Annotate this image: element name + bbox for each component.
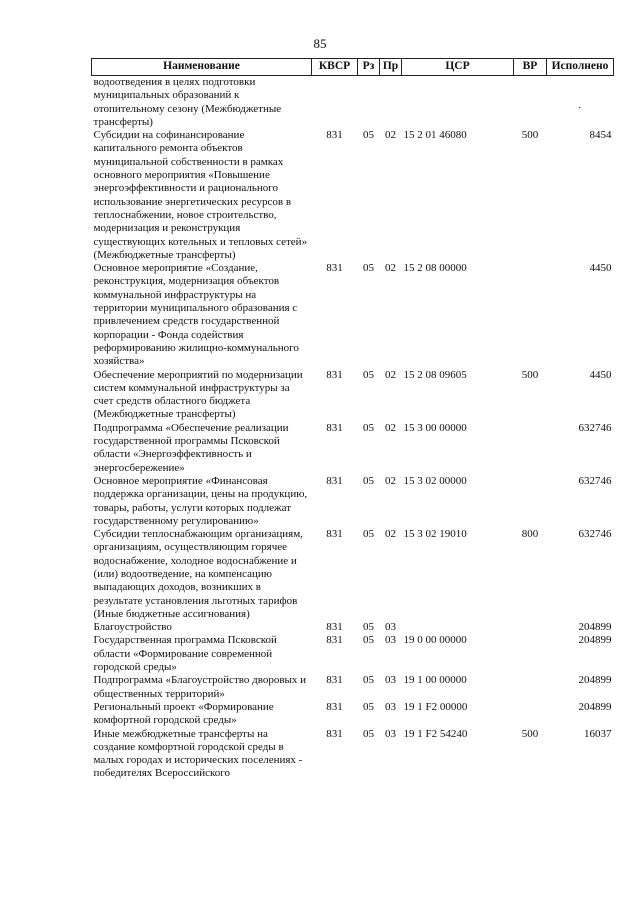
row-name: Субсидии на софинансирование капитального ремонта объектов муниципальной собственности в рамках основного мероприятия «Повышение энергоэффективности и рационального использование энергетических ресурсов в теплоснабжении, новое строительство, модернизация и реконструкция существующих котельных и тепловых сетей» (Межбюджетные трансферты) <box>93 129 308 261</box>
row-rz: 05 <box>363 129 374 142</box>
row-name: Основное мероприятие «Финансовая поддержка организации, цены на продукцию, товары, работы, услуги которых подлежат государственному регулированию» <box>93 474 308 527</box>
row-pr: 02 <box>385 421 396 434</box>
row-rz: 05 <box>363 528 374 541</box>
table-row <box>92 728 614 781</box>
row-done: 632746 <box>578 474 612 487</box>
row-pr: 02 <box>385 474 396 487</box>
table-row <box>92 701 614 728</box>
row-rz: 05 <box>363 421 374 434</box>
row-csr: 15 3 00 00000 <box>403 421 467 434</box>
row-vr: 800 <box>521 528 539 541</box>
row-kvsr: 831 <box>326 262 343 275</box>
table-row <box>92 262 614 368</box>
row-csr <box>402 76 514 130</box>
row-kvsr: 831 <box>326 528 343 541</box>
row-name: Региональный проект «Формирование комфортной городской среды» <box>93 700 274 727</box>
row-rz: 05 <box>363 368 374 381</box>
table-row <box>92 76 614 130</box>
row-done: 16037 <box>584 727 612 740</box>
row-name: Обеспечение мероприятий по модернизации систем коммунальной инфраструктуры за счет средств областного бюджета (Межбюджетные трансферты) <box>93 368 303 421</box>
row-rz: 05 <box>363 634 374 647</box>
row-csr: 19 1 F2 54240 <box>403 727 468 740</box>
row-kvsr: 831 <box>326 674 343 687</box>
row-pr <box>380 76 402 130</box>
row-kvsr <box>312 76 358 130</box>
row-vr <box>514 262 547 368</box>
row-done: 204899 <box>578 634 612 647</box>
table-row <box>92 634 614 674</box>
row-name: Государственная программа Псковской области «Формирование современной городской среды» <box>93 634 277 674</box>
table-row <box>92 674 614 701</box>
row-rz: 05 <box>363 700 374 713</box>
row-kvsr: 831 <box>326 634 343 647</box>
row-pr: 03 <box>385 674 396 687</box>
row-csr: 19 1 F2 00000 <box>403 700 468 713</box>
table-header-row <box>92 59 614 76</box>
row-kvsr: 831 <box>326 129 343 142</box>
header-rz: Рз <box>358 59 380 76</box>
row-vr <box>514 621 547 634</box>
row-pr: 03 <box>385 700 396 713</box>
row-done: 632746 <box>578 421 612 434</box>
row-done: 8454 <box>589 129 612 142</box>
row-csr: 15 2 08 00000 <box>403 262 467 275</box>
row-name: водоотведения в целях подготовки муниципальных образований к отопительному сезону (Межбюджетные трансферты) <box>93 76 282 128</box>
row-csr: 15 2 08 09605 <box>403 368 467 381</box>
row-kvsr: 831 <box>326 421 343 434</box>
header-done: Исполнено <box>547 59 614 76</box>
row-rz: 05 <box>363 674 374 687</box>
table-row <box>92 422 614 475</box>
row-pr: 03 <box>385 634 396 647</box>
row-done: 204899 <box>578 674 612 687</box>
row-kvsr: 831 <box>326 700 343 713</box>
row-name: Подпрограмма «Обеспечение реализации государственной программы Псковской области «Энергоэффективность и энергосбережение» <box>93 421 289 474</box>
row-csr <box>402 621 514 634</box>
row-csr: 15 2 01 46080 <box>403 129 467 142</box>
row-rz: 05 <box>363 262 374 275</box>
row-vr: 500 <box>521 727 539 740</box>
row-name: Подпрограмма «Благоустройство дворовых и общественных территорий» <box>93 674 307 700</box>
row-done: 632746 <box>578 528 612 541</box>
row-done: 204899 <box>578 621 612 634</box>
row-pr: 03 <box>385 727 396 740</box>
row-csr: 15 3 02 00000 <box>403 474 467 487</box>
row-rz <box>358 76 380 130</box>
stray-mark: · <box>577 102 582 114</box>
row-done <box>547 76 614 130</box>
row-name: Благоустройство <box>93 621 172 634</box>
row-vr <box>514 422 547 475</box>
table-row <box>92 475 614 528</box>
row-vr <box>514 674 547 701</box>
header-csr: ЦСР <box>402 59 514 76</box>
row-rz: 05 <box>363 474 374 487</box>
row-pr: 02 <box>385 368 396 381</box>
table-row <box>92 369 614 422</box>
budget-table <box>91 58 614 781</box>
page-number: 85 <box>313 36 327 51</box>
row-pr: 02 <box>385 262 396 275</box>
row-name: Субсидии теплоснабжающим организациям, организациям, осуществляющим горячее водоснабжение, холодное водоснабжение и (или) водоотведение, на компенсацию выпадающих доходов, возникших в результате установления льготных тарифов (Иные бюджетные ассигнования) <box>93 528 303 620</box>
row-rz: 05 <box>363 621 374 634</box>
table-row <box>92 621 614 634</box>
row-done: 4450 <box>589 262 612 275</box>
row-vr <box>514 475 547 528</box>
table-row <box>92 129 614 262</box>
row-vr: 500 <box>521 129 539 142</box>
row-name: Основное мероприятие «Создание, реконструкция, модернизация объектов коммунальной инфраструктуры на территории муниципального образования с привлечением средств государственной корпорации - Фонда содействия реформированию жилищно-коммунального хозяйства» <box>93 262 299 368</box>
row-csr: 19 0 00 00000 <box>403 634 467 647</box>
header-name: Наименование <box>92 59 312 76</box>
row-csr: 19 1 00 00000 <box>403 674 467 687</box>
header-pr: Пр <box>380 59 402 76</box>
row-vr <box>514 701 547 728</box>
row-name: Иные межбюджетные трансферты на создание комфортной городской среды в малых городах и исторических поселениях - победителях Всероссийского <box>93 727 303 780</box>
row-kvsr: 831 <box>326 474 343 487</box>
row-rz: 05 <box>363 727 374 740</box>
row-done: 204899 <box>578 700 612 713</box>
table-row <box>92 528 614 621</box>
header-vr: ВР <box>514 59 547 76</box>
row-kvsr: 831 <box>326 368 343 381</box>
row-pr: 02 <box>385 528 396 541</box>
row-pr: 02 <box>385 129 396 142</box>
row-vr: 500 <box>521 368 539 381</box>
row-kvsr: 831 <box>326 621 343 634</box>
row-kvsr: 831 <box>326 727 343 740</box>
row-pr: 03 <box>385 621 396 634</box>
row-vr <box>514 634 547 674</box>
row-vr <box>514 76 547 130</box>
header-kvsr: КВСР <box>312 59 358 76</box>
row-done: 4450 <box>589 368 612 381</box>
row-csr: 15 3 02 19010 <box>403 528 467 541</box>
